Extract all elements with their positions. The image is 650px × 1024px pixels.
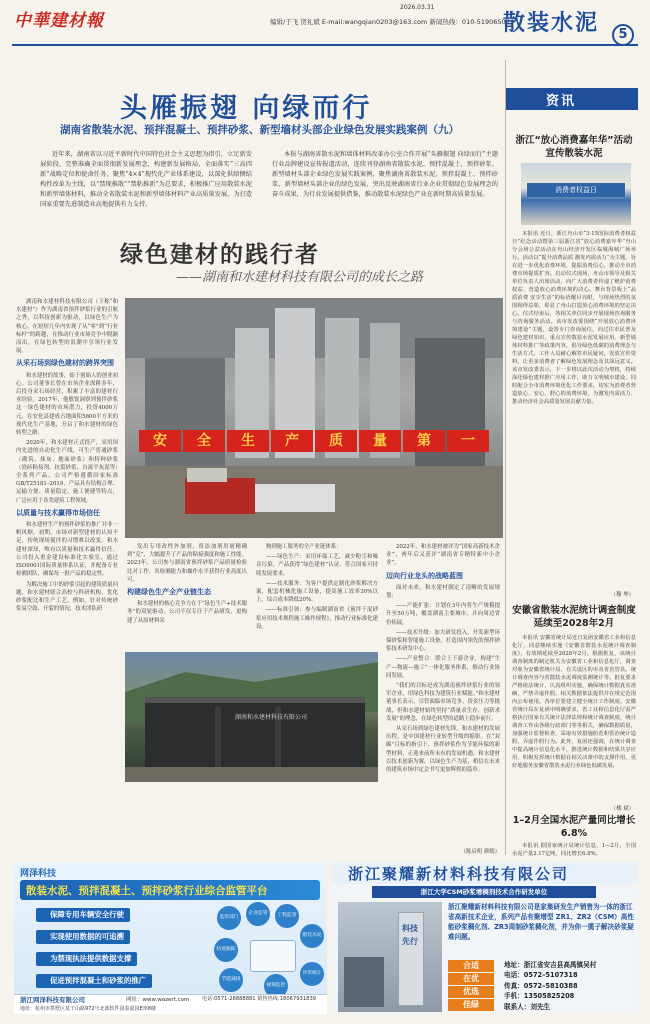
hub-node: 企业监管 xyxy=(246,902,270,926)
ad-bullet: 为禁现执法提供数据支撑 xyxy=(36,952,137,966)
news-body xyxy=(512,634,636,802)
ad-wazert[interactable] xyxy=(14,862,327,1014)
ad-plant-photo xyxy=(338,902,442,1012)
feature-title: 头雁振翅 向绿而行 xyxy=(120,93,373,124)
banner-char: 生 xyxy=(227,430,269,452)
paragraph: 2022年，和水建材被评为“国家高新技术企业”，两年后又获评“湖南省专精特新中小企业”。 xyxy=(386,544,500,567)
sidebar-divider xyxy=(505,60,506,855)
slogan-block: 优选 xyxy=(448,986,494,998)
header-rule xyxy=(12,44,638,46)
ad-company: 浙江网泽科技有限公司 xyxy=(20,996,85,1004)
news-headline: 安徽省散装水泥统计调查制度延续至2028年2月 xyxy=(512,605,636,629)
news-byline: （楼 斌） xyxy=(610,806,634,812)
hub-node: 工程监管 xyxy=(275,904,299,928)
ad-contacts xyxy=(504,960,634,1012)
editors-line: 编辑/于飞 贺礼斌 E-mail:wangqian0203@163.com 新闻热线：010-51906505 xyxy=(270,18,510,26)
article-subtitle: ——湖南和水建材科技有限公司的成长之路 xyxy=(176,270,424,285)
ad-address: 地址：杭州市拱墅区莫干山路972号北部软件园泰嘉园E座8楼 xyxy=(20,1006,156,1012)
section-heading: 以质量与技术赢得市场信任 xyxy=(16,508,100,517)
tower-text: 科技先行 xyxy=(402,924,418,946)
hub-node: 异常统计 xyxy=(300,962,324,986)
issue-date: 2026.03.31 xyxy=(400,4,435,11)
ad-fax: 传真：0572–5810388 xyxy=(504,981,578,990)
article-column-3 xyxy=(256,543,378,649)
paragraph: 和水建材生产的预拌砂浆的推广并非一帆风顺。初期，市场对新型建材的认知不足，传统现场搅拌的习惯难以改变。和水建材深知，唯有以质量和技术赢得信任。公司投入重金建设标准化实验室，通过ISO9001国际质量体系认证，并配备专业检测团队，确保每一批产品的稳定性。 xyxy=(16,522,118,578)
ad-contact-person: 联系人：刘先生 xyxy=(504,1002,551,1011)
banner-char: 一 xyxy=(447,430,489,452)
paragraph: 2020年，和水建材正式投产，采用国内先进的自动化生产线，可生产普通砂浆（砌筑、抹灰、地面砂浆）和特种砂浆（瓷砖粘接剂、抗裂砂浆、自流平灰泥等）全系列产品。公司严格遵循国家标准GB/T25181–2019，产品具有结构合理、运输方便、质量稳定、施工便捷等特点，广泛应用于各类建筑工程领域。 xyxy=(16,440,118,504)
section-heading: 构建绿色生产全产业链生态 xyxy=(127,588,211,597)
article-column-4 xyxy=(386,543,500,843)
article-byline: （陈启明 颜嫣） xyxy=(460,849,500,855)
paragraph: 购到施工服务的全产业链体系： xyxy=(266,544,342,550)
safety-banner xyxy=(139,430,489,452)
paragraph: 本报讯 近日，浙江舟山市“3·15国际消费者权益日”纪念活动暨第三届浙江省“放心消费嘉年华”舟山分会场公益活动在舟山经济开发区临城海城广场举行。活动以“提升消费品质 激发内需活力”为主题，旨在进一步优化消费环境，提振消费信心，推动全市消费市场提质扩容。启动仪式现场，舟山市领导及相关单位负责人出席活动，向广大消费者传递了维护消费权益、营造放心消费环境的决心。舞台背景板上“品质消费 安享生活”的标语醒目亮眼，与现场热烈的氛围相得益彰，彰显了舟山打造放心消费环境的坚定决心。仪式结束后，各相关单位同步开展现场咨询服务与咨询服务活动。该市发改委围绕“开展放心消费环境建设”主题，设置专门咨询展位，向过往市民普及绿色建材知识，重点宣传散装水泥发展应用、新型墙体材料推广等政策内容，倡导绿色低碳的消费理念与生活方式。工作人员耐心解答市民疑问，发放宣传资料，让更多消费者了解绿色发展理念及其深远意义。该市发改委表示，下一步将以此次活动为契机，持续深化绿色建材推广应用工作，助力文明城市建设，同时配合全市消费环境优化工作要求，切实为消费者营造放心、安心、舒心的消费环境，为激发内需活力、推动经济社会高质量发展贡献力量。 xyxy=(512,231,636,405)
article-title: 绿色建材的践行者 xyxy=(120,241,320,268)
photo-banner: 消费者权益日 xyxy=(527,183,625,197)
banner-char: 全 xyxy=(183,430,225,452)
paragraph: ——技术升级：加大研发投入，开发新型环保砂浆和智能施工设备，打造国内领先的预拌砂浆技术研发中心。 xyxy=(386,629,500,653)
paragraph: ——产能扩张：计划在3年内将生产规模提升至50万吨，覆盖湖南主要城市，并向周边省份拓展。 xyxy=(386,603,500,626)
intro-left: 近年来，湖南省以习近平新时代中国特色社会主义思想为指引，立足新发展阶段，完整准确全面贯彻新发展理念，构建新发展格局，全面落实“三高四新”战略定位和使命任务，聚焦“4×4”现代化产业体系建设，以深化供给侧结构性改革为主线，以“禁现推散”“禁粘推新”为总要求，积极推广应用散装水泥和新型墙体材料，推动全省散装水泥和新型墙体材料产业高质量发展，为打造国家重要先进制造业高地提供有力支持。 xyxy=(40,151,252,208)
ad-juyao[interactable] xyxy=(332,862,638,1014)
news-body xyxy=(512,230,636,588)
paragraph: 从采石场到绿色建材先锋，和水建材的发展历程，是中国建材行业转型升级的缩影。在“双碳”目标的指引下，预拌砂浆作为节能环保的新型材料，正迎来前所未有的发展机遇。和水建材以技术创新为翼，以绿色生产为基，相信在未来的建筑市场中定会书写更加辉煌的篇章。 xyxy=(386,726,500,774)
slogan-block: 合适 xyxy=(448,960,494,972)
ad-bullet: 促进预拌混凝土和砂浆的推广 xyxy=(36,974,152,988)
paragraph: 本报讯 据国家统计局统计信息，1—2月，全国水泥产量2.17亿吨，同比增长6.8%。 xyxy=(512,843,636,857)
banner-char: 量 xyxy=(359,430,401,452)
building-photo xyxy=(125,652,378,782)
section-heading: 从采石场到绿色建材的跨界突围 xyxy=(16,359,114,368)
ad-phone: 电话：0572–5107318 xyxy=(504,971,578,980)
banner-char: 质 xyxy=(315,430,357,452)
ad-bullet: 保障专用车辆安全行驶 xyxy=(36,908,130,922)
ad-subtitle: 浙江大学CSM砂浆增稠剂技术合作研发单位 xyxy=(372,886,596,898)
hub-node: 视频监控 xyxy=(264,974,288,998)
news-byline: （穆 坤） xyxy=(610,592,634,598)
hub-node: 节能减排 xyxy=(219,968,243,992)
article-column-2 xyxy=(127,543,247,649)
ad-headline: 散装水泥、预拌混凝土、预拌砂浆行业综合监管平台 xyxy=(26,885,268,897)
paragraph: 本报讯 安徽省统计局近日复函安徽省工业和信息化厅，同意继续实施《安徽省散装水泥统计调查制度》，有效期延续至2028年2月。根据批复，该统计调查制度的制定机关为安徽省工业和信息化厅，调查对象为安徽省统计局、有关设区的市及省直管县。统计调查内容与省散装水泥调度监测统计等。批复要求严格依法统计，认真组织实施，确保统计数据真实准确，严禁弄虚作假，相关数据依法提供并在规定范围内公布使用。各单位要建立健全统计工作制度。安徽省统计局在复函中明确要求，省工业和信息化厅需严格执行国家有关统计法律法规和统计调查制度，统计调查工作由各级行政部门等等相关，确保数据质量，加强统计监督检查，采取有效措施防范和惩治统计造假、弄虚作假行为。此外，复函还强调，在统计调查中提高统计信息化水平，推进统计数据和结果共享应用，积极发挥统计数据在相关决策中的支撑作用，更好地服务安徽省散装水泥行业绿色低碳发展。 xyxy=(512,635,636,769)
intro-right: 本报与湖南省散水泥和墙体材料改革办公室合作开展“头雁振翅 向绿而行”主题行业品牌建设宣传报道活动，连续刊登湖南省散装水泥、预拌混凝土、预拌砂浆、新型墙材头部企业绿色发展实践案例，聚焦湖南省散装水泥、预拌混凝土、预拌砂浆、新型墙材头部企业的绿色发展，突出反映湖南省行业企业贯彻绿色发展理念的奋斗成果，为行业发展提供借鉴，推动散装水泥绿色产业在新时期高质量发展。 xyxy=(272,151,498,198)
paragraph: 和水建材的故事，始于创始人的创业初心。公司董事长曾在市场企业深耕多年，后投身采石场经营，积累了丰富的建材行业经验。2017年，他敏锐洞察到预拌砂浆这一绿色建材的市场潜力，投资4000万元，在安化县建成占地面积5800平方米的现代化生产基地，开启了和水建材的绿色转型之路。 xyxy=(16,372,118,437)
paragraph: ——技术服务：为客户提供定制化砂浆解决方案，配套机械化施工设备，提高施工效率30%以上，综合成本降低20%。 xyxy=(256,580,378,604)
article-column-1 xyxy=(16,298,118,784)
paragraph: 为解决施工中的砂浆引起的建筑质量问题，和水建材联合高校与科研机构，优化砂浆配比和生产工艺，例如，针对传统砂浆易空鼓、开裂的情况，技术团队研 xyxy=(16,581,118,613)
banner-char: 产 xyxy=(271,430,313,452)
ad-description: 浙江聚耀新材料科技有限公司是家集研发生产销售为一体的浙江省高新技术企业，系列产品有聚增型 ZR1、ZR2（CSM）高性能砂浆稠化剂、ZR3周制砂浆稠化剂，并为你一揽子解决砂浆疑难问题。 xyxy=(448,903,634,941)
news-headline: 浙江“放心消费嘉年华”活动宣传散装水泥 xyxy=(515,135,633,159)
ad-slogan xyxy=(448,960,494,1012)
section-heading: 迈向行业龙头的战略蓝图 xyxy=(386,571,463,580)
paragraph: 面对未来，和水建材制定了清晰的发展规划： xyxy=(386,584,500,600)
sidebar-title: 资讯 xyxy=(546,94,577,109)
banner-char: 安 xyxy=(139,430,181,452)
plant-illustration xyxy=(125,298,503,538)
paragraph: 湖南和水建材科技有限公司（下称“和水建材”）作为湖南省预拌砂浆行业的引航之秀，以科技创新为驱动，以绿色生产为核心，在短短几年内实现了从“零”到“行业标杆”的跨越，在推动行业市场竞争中脱颖而出，在绿色转型的浪潮中引领行业发展。 xyxy=(16,299,118,355)
news-body xyxy=(512,842,636,858)
paragraph: ——产业整合：联合上下游企业，构建“生产—物流—施工”一体化服务体系，推动行业协同发展。 xyxy=(386,656,500,679)
ad-mobile: 手机：13505825208 xyxy=(504,992,575,1001)
paragraph: ——绿色生产：采用环保工艺，减少粉尘和噪音污染，产品获得“绿色建材”认证，符合国家可持续发展要求。 xyxy=(256,554,378,577)
paragraph: ——标准引领：参与编制湖南省《预拌干混砂浆应用技术规程施工操作规程》，推动行业标准化建设。 xyxy=(256,607,378,630)
feature-subtitle: 湖南省散装水泥、预拌混凝土、预拌砂浆、新型墙材头部企业绿色发展实践案例（九） xyxy=(60,124,459,136)
hub-node: 轨迹跟踪 xyxy=(214,938,238,962)
paragraph: 发出专用改性外加剂，将添加剂用量精确到“克”，大幅提升了产品的粘接强度和施工性能。2023年，公司参与湖南省预拌砂浆产品质量检验比对工作，其检测能力和操作水平获得行业高度认可。 xyxy=(127,544,247,583)
hub-center-map xyxy=(250,940,296,972)
slogan-block: 在优 xyxy=(448,973,494,985)
masthead-logo: 中華建材報 xyxy=(14,11,104,31)
paragraph: 和水建材的核心竞争力在于“绿色生产+技术服务”的双轮驱动。公司不仅专注于产品研发，更构建了从原材料采 xyxy=(127,601,247,624)
paragraph: “我们的目标是成为湖南预拌砂浆行业的领军企业，用绿色科技为建筑行业赋能。”和水建材董事长表示。尽管面临市场竞争、资金压力等挑战，但和水建材始终坚持“质量求生存，创新求发展”的理念，在绿色转型的道路上稳步前行。 xyxy=(386,683,500,722)
news-photo xyxy=(521,163,631,225)
company-sign: 湖南和水建材科技有限公司 xyxy=(235,714,308,721)
ad-phones: 电话:0571-28888881 销售热线:18067931839 xyxy=(202,996,317,1002)
section-title: 散装水泥 xyxy=(503,11,600,36)
ad-address: 地址：浙江省安吉县高禹镇吴村 xyxy=(504,961,597,969)
ad-brand: 网泽科技 xyxy=(20,869,57,879)
ad-company-title: 浙江聚耀新材料科技有限公司 xyxy=(348,865,570,883)
banner-char: 第 xyxy=(403,430,445,452)
ad-website: 网址：www.wazert.com xyxy=(126,997,190,1003)
hub-node: 散装水泥 xyxy=(300,924,324,948)
slogan-block: 佳绿 xyxy=(448,999,494,1011)
ad-building xyxy=(344,957,384,1007)
hub-node: 监管部门 xyxy=(217,906,241,930)
plant-photo xyxy=(125,298,503,538)
page-number: 5 xyxy=(612,24,634,46)
ad-bullet: 实现使用数据的可追溯 xyxy=(36,930,130,944)
news-headline: 1–2月全国水泥产量同比增长6.8% xyxy=(512,815,636,839)
